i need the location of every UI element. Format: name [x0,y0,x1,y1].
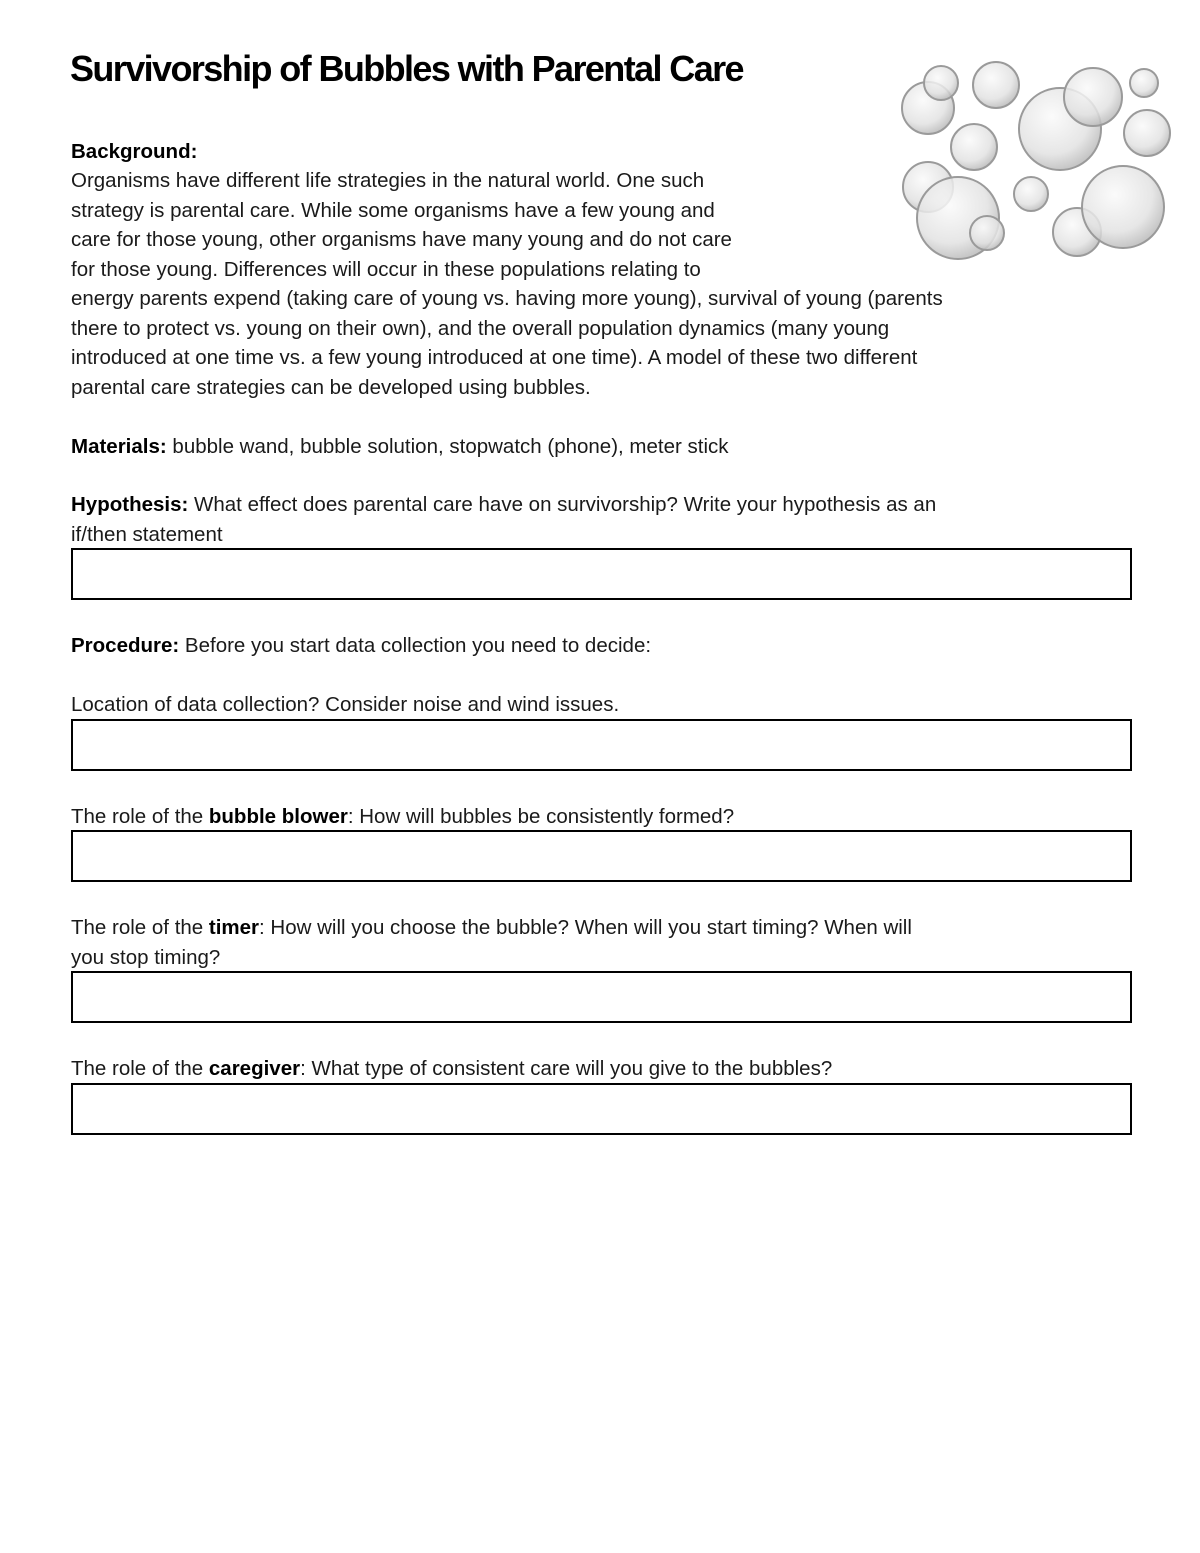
caregiver-pre: The role of the [71,1057,209,1080]
bubble [951,124,997,170]
location-answer-box[interactable] [71,719,1132,771]
bubble [1064,68,1122,126]
bubble [1082,166,1164,248]
bubble [1014,177,1048,211]
caregiver-post: : What type of consistent care will you give to the bubbles? [300,1057,833,1080]
caregiver-role: caregiver [208,1057,301,1080]
blower-pre: The role of the [71,805,209,828]
blower-question [71,804,734,830]
bubble [1124,110,1170,156]
materials-label: Materials: [71,435,167,458]
timer-post: : How will you choose the bubble? When will you start timing? When will [259,916,912,939]
timer-role: timer [208,916,260,939]
background-line: there to protect vs. young on their own), and the overall population dynamics (many young [71,316,890,340]
hypothesis-line [71,492,936,518]
blower-role: bubble blower [208,805,348,828]
hypothesis-answer-box[interactable] [71,548,1132,600]
background-line: energy parents expend (taking care of young vs. having more young), survival of young (parents [71,287,943,310]
background-line: strategy is parental care. While some organisms have a few young and [71,198,715,222]
materials-line [71,434,729,460]
procedure-label: Procedure: [71,634,180,657]
procedure-line [71,633,651,659]
hypothesis-label: Hypothesis: [71,493,189,516]
background-line: Organisms have different life strategies in the natural world. One such [71,169,705,192]
page-title: Survivorship of Bubbles with Parental Care [70,48,743,89]
timer-question-2: you stop timing? [71,946,221,969]
blower-post: : How will bubbles be consistently formed? [347,805,735,828]
background-line: introduced at one time vs. a few young introduced at one time). A model of these two different [71,346,918,369]
background-line: for those young. Differences will occur in these populations relating to [71,257,701,281]
bubble [1130,69,1158,97]
background-label: Background: [71,140,198,163]
blower-answer-box[interactable] [71,830,1132,882]
location-question: Location of data collection? Consider noise and wind issues. [71,693,620,716]
bubble [970,216,1004,250]
materials-text: bubble wand, bubble solution, stopwatch (phone), meter stick [166,435,729,458]
caregiver-question [71,1056,832,1082]
hypothesis-text: What effect does parental care have on survivorship? Write your hypothesis as an [188,493,937,516]
bubble [973,62,1019,108]
procedure-text: Before you start data collection you need to decide: [179,634,652,657]
timer-question [71,915,912,941]
caregiver-answer-box[interactable] [71,1083,1132,1135]
background-line: parental care strategies can be developed using bubbles. [71,375,591,399]
bubble [924,66,958,100]
hypothesis-text-2: if/then statement [71,523,223,546]
timer-answer-box[interactable] [71,971,1132,1023]
timer-pre: The role of the [71,916,209,939]
background-line: care for those young, other organisms have many young and do not care [71,228,732,251]
bubbles-image [880,40,1180,270]
